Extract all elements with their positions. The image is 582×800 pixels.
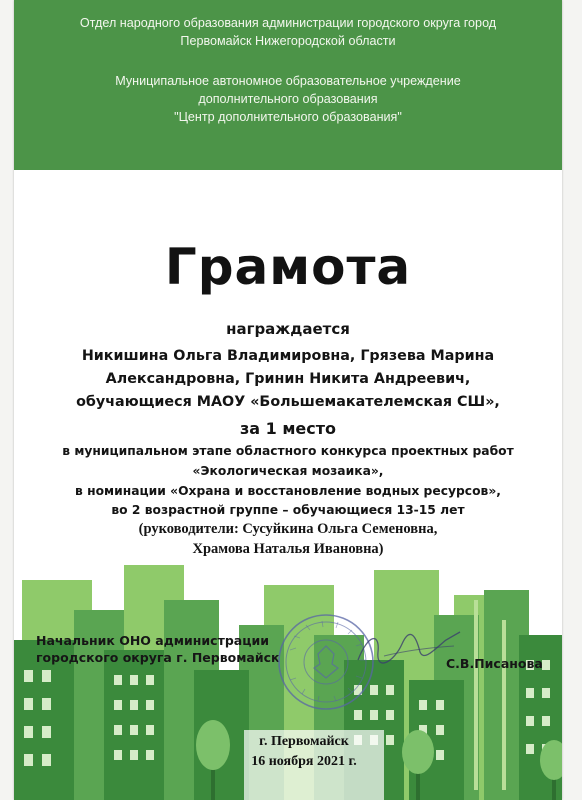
nomination-line: в номинации «Охрана и восстановление водных ресурсов», xyxy=(75,484,501,498)
signer-name: С.В.Писанова xyxy=(446,656,543,671)
header-department-line-1: Отдел народного образования администрации городского округа город xyxy=(79,16,497,30)
signer-position-line-1: Начальник ОНО администрации xyxy=(36,633,269,648)
recipients-line-3: обучающиеся МАОУ «Большемакателемская СШ», xyxy=(76,394,500,410)
certificate-page xyxy=(14,0,562,800)
contest-line-2: «Экологическая мозаика», xyxy=(192,464,384,478)
contest-line-1: в муниципальном этапе областного конкурса проектных работ xyxy=(62,444,514,458)
issue-city: г. Первомайск xyxy=(259,734,349,749)
header-banner xyxy=(14,0,562,170)
recipients-line-2: Александровна, Гринин Никита Андреевич, xyxy=(105,371,471,387)
handwritten-signature xyxy=(354,622,464,672)
award-place: за 1 место xyxy=(239,419,337,438)
header-institution-line-2: дополнительного образования xyxy=(198,92,378,106)
issue-date: 16 ноября 2021 г. xyxy=(251,754,357,769)
supervisors-line-1: (руководители: Сусуйкина Ольга Семеновна, xyxy=(138,521,438,537)
age-group-line: во 2 возрастной группе – обучающиеся 13-15 лет xyxy=(111,503,465,517)
header-department-line-2: Первомайск Нижегородской области xyxy=(180,34,396,48)
header-institution-line-3: "Центр дополнительного образования" xyxy=(174,110,402,124)
supervisors-line-2: Храмова Наталья Ивановна) xyxy=(192,541,384,557)
certificate-title: Грамота xyxy=(164,238,412,296)
awarded-text: награждается xyxy=(226,320,350,338)
header-institution-line-1: Муниципальное автономное образовательное учреждение xyxy=(115,74,461,88)
recipients-line-1: Никишина Ольга Владимировна, Грязева Марина xyxy=(81,348,495,364)
signer-position-line-2: городского округа г. Первомайск xyxy=(36,650,280,665)
